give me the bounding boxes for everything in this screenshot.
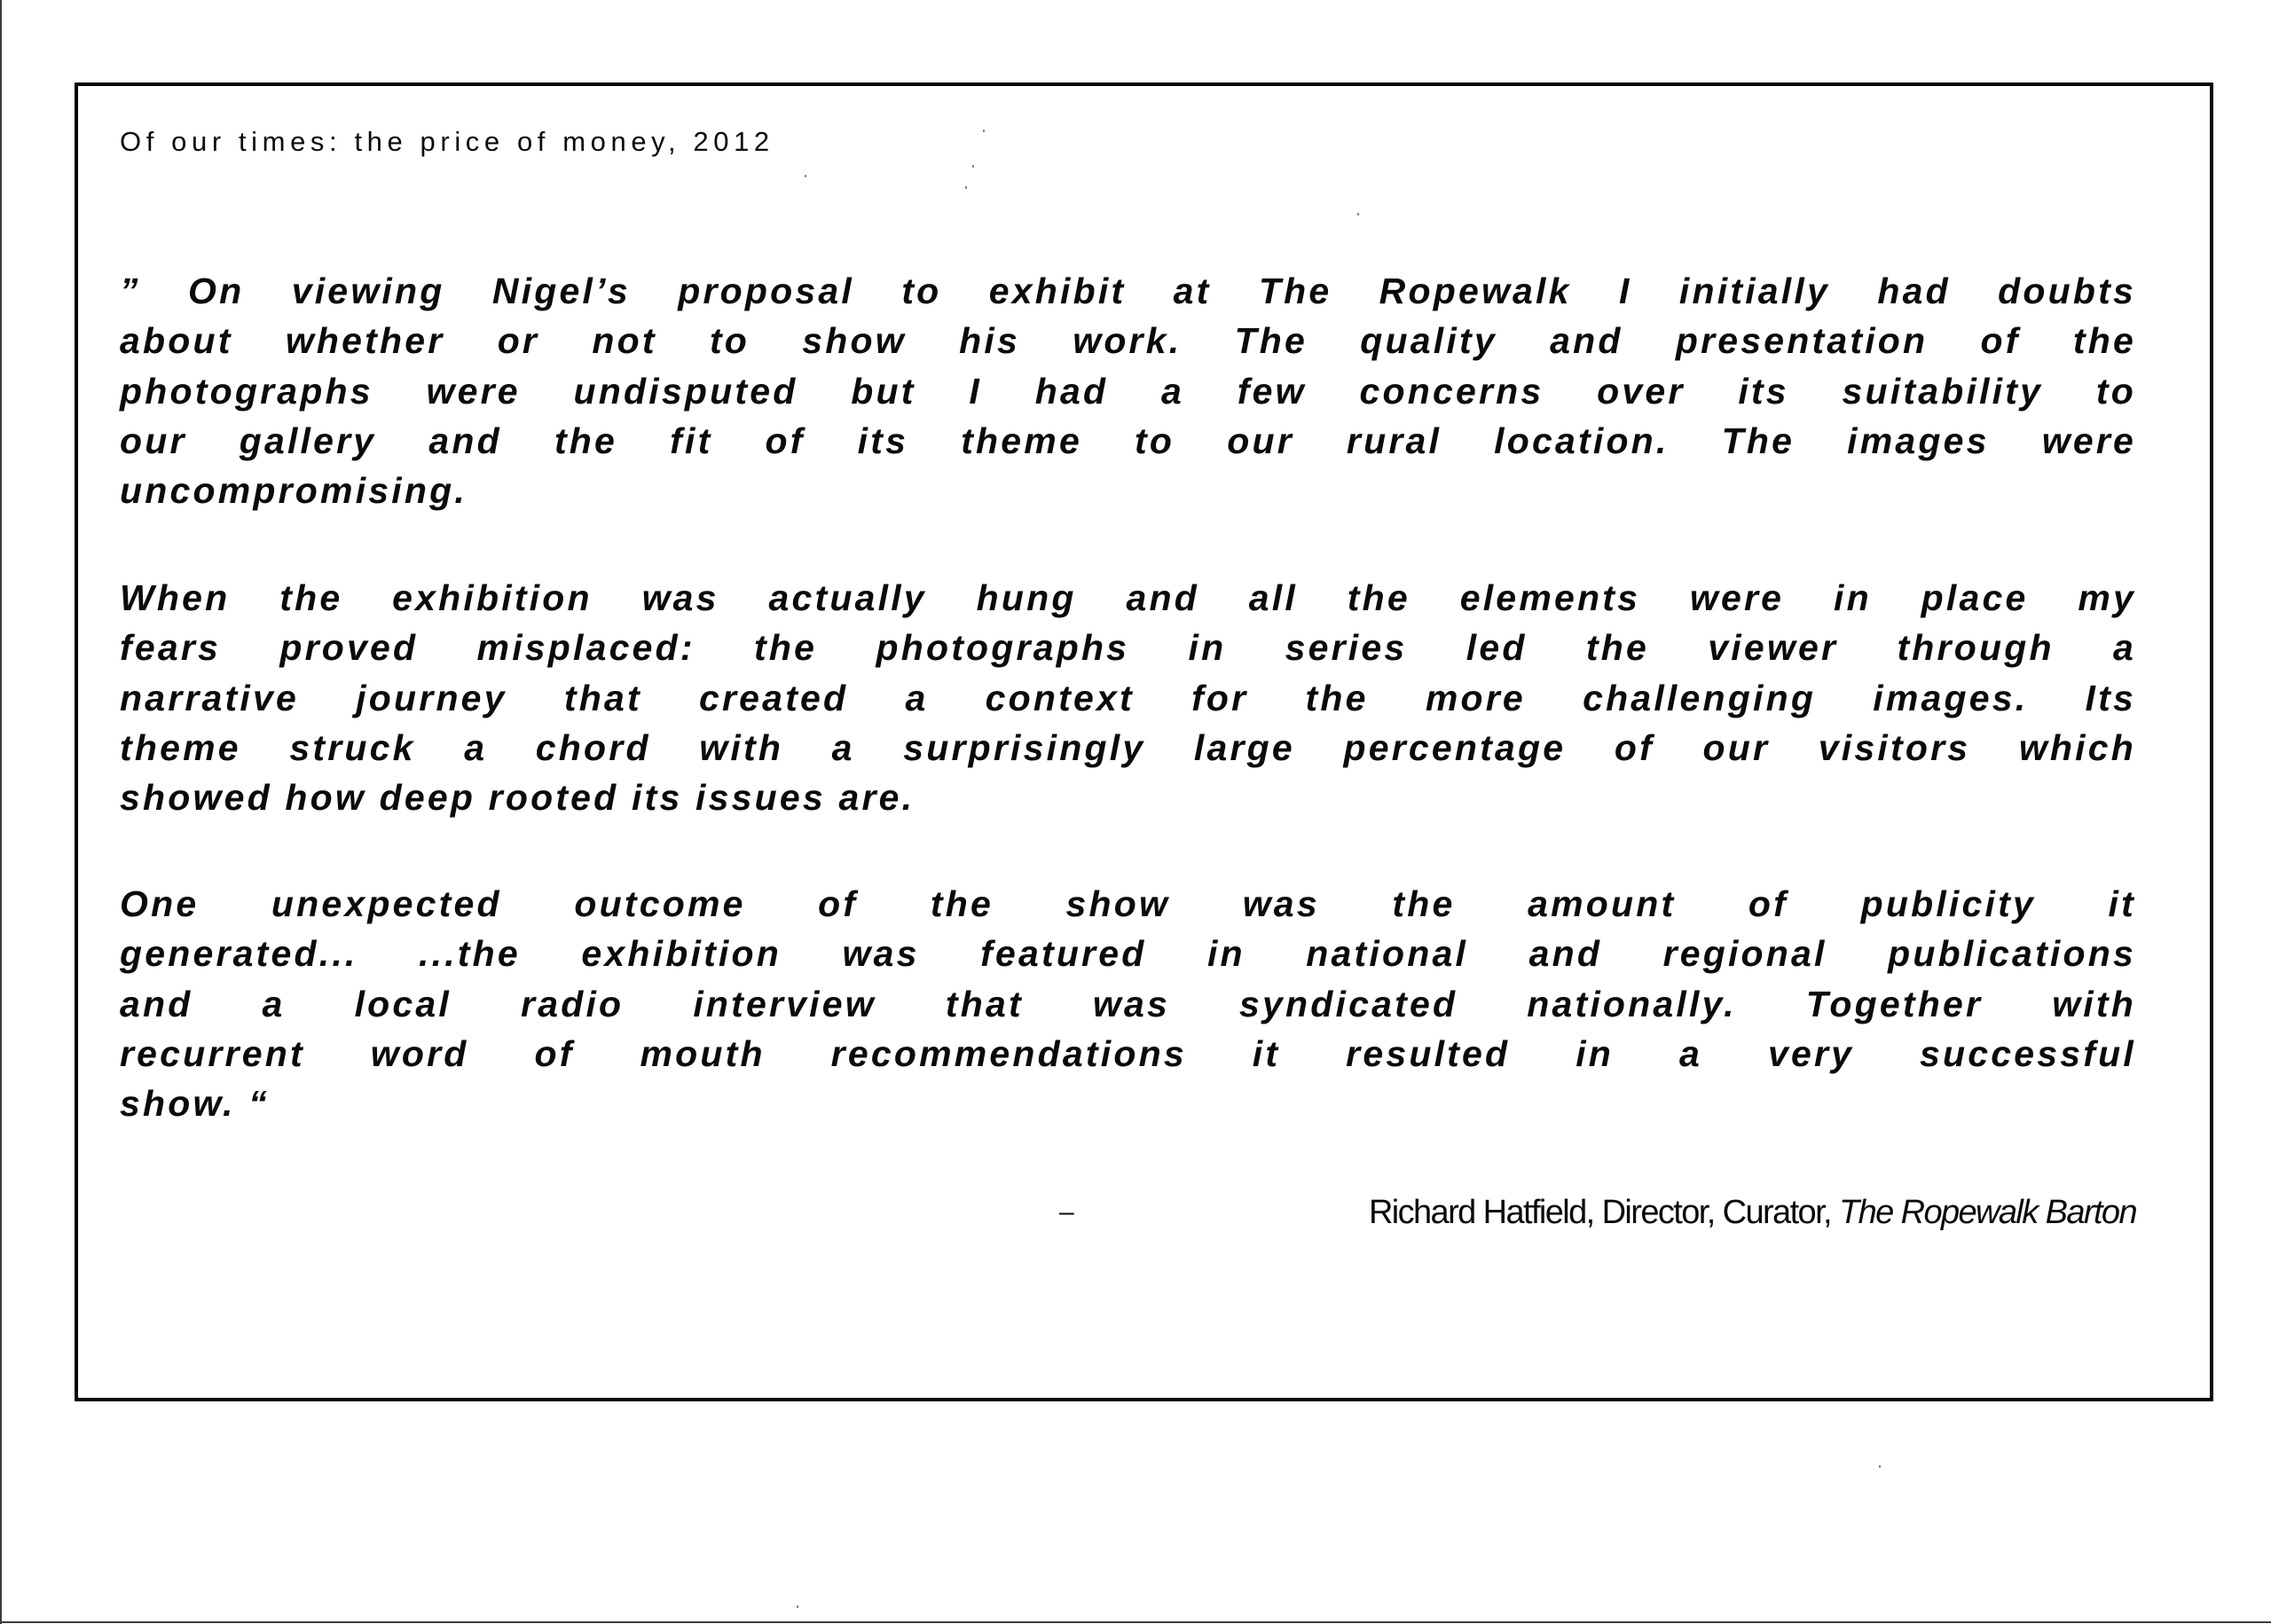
quote-paragraph-3 (120, 879, 2136, 1128)
text-line: photographs were undisputed but I had a few concerns over its suitability to (120, 370, 2136, 412)
scan-speck (797, 1605, 798, 1608)
attribution-name-roles: Richard Hatfield, Director, Curator, (1368, 1194, 1839, 1231)
document-title: Of our times: the price of money, 2012 (120, 126, 774, 157)
scan-speck (965, 186, 967, 189)
attribution-text (1369, 1191, 2136, 1234)
text-line: and a local radio interview that was syndicated nationally. Together with (120, 983, 2136, 1024)
attribution-venue: The Ropewalk Barton (1838, 1194, 2136, 1231)
quote-paragraph-1 (120, 266, 2136, 515)
text-line: uncompromising. (120, 470, 468, 512)
text-line: narrative journey that created a context for the more challenging images. Its (120, 677, 2136, 718)
scan-edge-left (0, 0, 2, 1624)
attribution (1056, 1191, 2136, 1234)
text-line: our gallery and the fit of its theme to our rural location. The images were (120, 420, 2136, 461)
text-line: ” On viewing Nigel’s proposal to exhibit at The Ropewalk I initially had doubts (120, 271, 2136, 311)
text-line: fears proved misplaced: the photographs in series led the viewer through a (120, 627, 2136, 669)
text-line: When the exhibition was actually hung and all the elements were in place my (120, 577, 2136, 618)
text-line: generated... ...the exhibition was featured in national and regional publications (120, 933, 2136, 975)
quote-paragraph-2 (120, 573, 2136, 822)
scan-speck (1879, 1465, 1881, 1468)
text-line: theme struck a chord with a surprisingly large percentage of our visitors which (120, 726, 2136, 768)
text-line: recurrent word of mouth recommendations it resulted in a very successful (120, 1032, 2136, 1074)
text-line: showed how deep rooted its issues are. (120, 777, 915, 819)
scan-edge-bottom (0, 1621, 2271, 1623)
text-line: show. “ (120, 1083, 270, 1125)
attribution-dash: – (1059, 1197, 1074, 1227)
text-line: about whether or not to show his work. The quality and presentation of the (120, 320, 2136, 362)
scan-speck (1357, 213, 1359, 216)
scan-speck (983, 129, 985, 132)
text-line: One unexpected outcome of the show was the amount of publicity it (120, 883, 2136, 924)
scan-speck (805, 175, 806, 177)
scan-speck (972, 165, 974, 168)
